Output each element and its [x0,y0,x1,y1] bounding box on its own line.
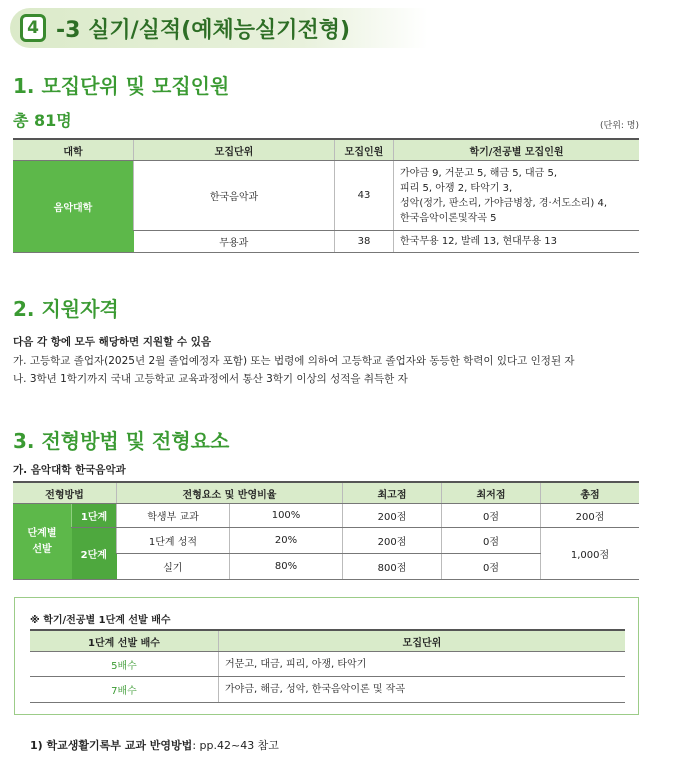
table-row-count: 38 [335,231,394,253]
col-units: 모집단위 [219,630,626,652]
eligibility-intro: 다음 각 항에 모두 해당하면 지원할 수 있음 [13,336,212,348]
eligibility-item: 나. 3학년 1학기까지 국내 고등학교 교육과정에서 통산 3학기 이상의 성적을 취득한 자 [13,373,408,385]
col-detail: 학기/전공별 모집인원 [394,139,640,161]
footnote-text: : pp.42~43 참고 [192,739,279,752]
table-row-detail: 가야금 9, 거문고 5, 해금 5, 대금 5, 피리 5, 아쟁 2, 타악기 3, 성악(정가, 판소리, 가야금병창, 경·서도소리) 4, 한국음악이론및작곡 5 [394,161,640,231]
col-college: 대학 [13,139,134,161]
col-unit: 모집단위 [134,139,335,161]
college-cell: 음악대학 [13,161,134,253]
multiplier-table [30,629,625,703]
section1-heading: 1. 모집단위 및 모집인원 [13,74,230,98]
method-cell: 단계별 선발 [13,504,72,580]
multiplier-note: ※ 학기/전공별 1단계 선발 배수 [30,615,171,626]
stage2-total: 1,000점 [541,528,640,580]
table-row-element: 1단계 성적 [117,528,230,554]
table-row-unit: 무용과 [134,231,335,253]
table-row-min: 0점 [442,504,541,528]
recruitment-table [13,138,639,253]
section3-subheading: 가. 음악대학 한국음악과 [13,464,126,476]
section2-heading: 2. 지원자격 [13,297,119,321]
table-row-detail: 한국무용 12, 발레 13, 현대무용 13 [394,231,640,253]
table-row-multiple: 7배수 [30,677,219,703]
footnote [30,737,279,753]
table-row-units: 거문고, 대금, 피리, 아쟁, 타악기 [219,652,626,677]
unit-note: (단위: 명) [600,121,639,131]
table-row-max: 200점 [343,504,442,528]
table-row-unit: 한국음악과 [134,161,335,231]
table-row-total: 200점 [541,504,640,528]
table-row-min: 0점 [442,554,541,580]
table-row-count: 43 [335,161,394,231]
table-row-multiple: 5배수 [30,652,219,677]
table-row-min: 0점 [442,528,541,554]
col-max: 최고점 [343,482,442,504]
footnote-label: 1) 학교생활기록부 교과 반영방법 [30,739,193,752]
col-total: 총점 [541,482,640,504]
table-row-ratio: 20% [230,528,343,554]
table-row-ratio: 80% [230,554,343,580]
section-number-badge: 4 [20,14,46,42]
col-multiple: 1단계 선발 배수 [30,630,219,652]
selection-table [13,481,639,580]
stage1-cell: 1단계 [72,504,117,528]
table-row-max: 200점 [343,528,442,554]
table-row-element: 학생부 교과 [117,504,230,528]
stage2-cell: 2단계 [72,528,117,580]
table-row-element: 실기 [117,554,230,580]
col-min: 최저점 [442,482,541,504]
total-count: 총 81명 [13,111,72,130]
eligibility-item: 가. 고등학교 졸업자(2025년 2월 졸업예정자 포함) 또는 법령에 의하여 고등학교 졸업자와 동등한 학력이 있다고 인정된 자 [13,355,575,367]
table-row-max: 800점 [343,554,442,580]
page-title: -3 실기/실적(예체능실기전형) [56,18,351,43]
col-count: 모집인원 [335,139,394,161]
col-element: 전형요소 및 반영비율 [117,482,343,504]
table-row-units: 가야금, 해금, 성악, 한국음악이론 및 작곡 [219,677,626,703]
section3-heading: 3. 전형방법 및 전형요소 [13,429,230,453]
col-method: 전형방법 [13,482,117,504]
table-row-ratio: 100% [230,504,343,528]
